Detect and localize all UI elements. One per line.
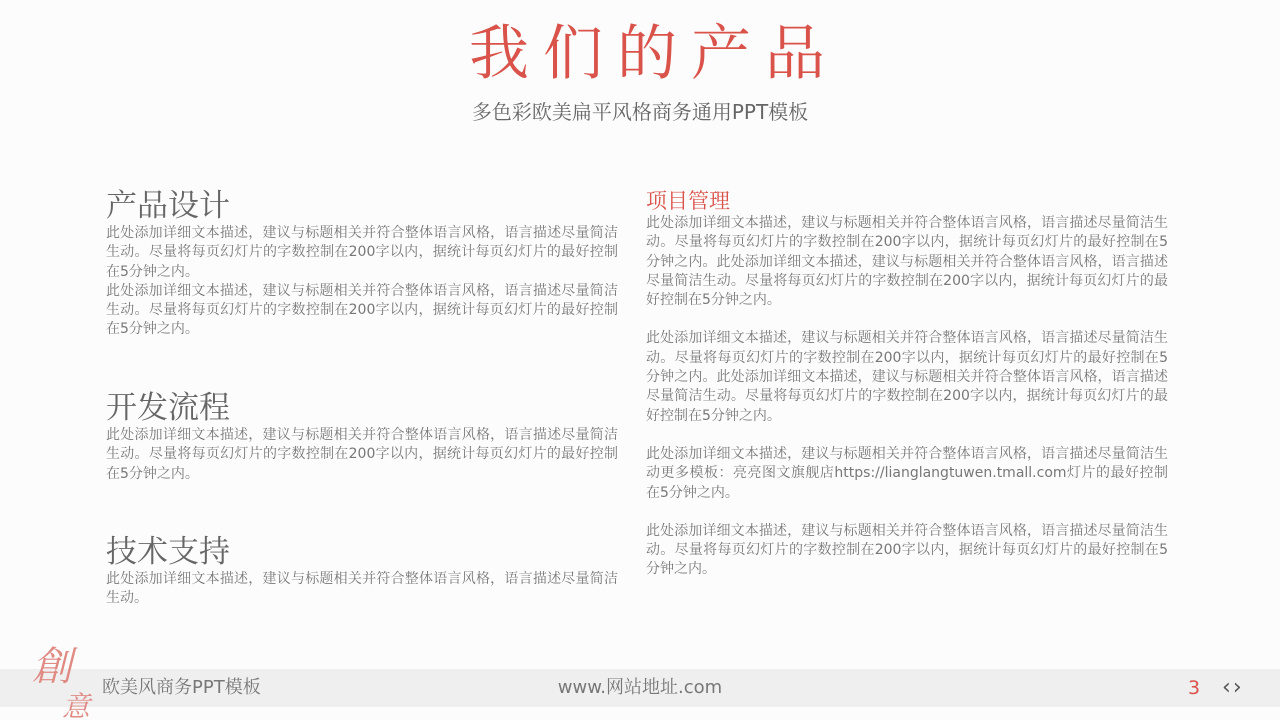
section-paragraph: 此处添加详细文本描述，建议与标题相关并符合整体语言风格，语言描述尽量简洁生动。尽量将每页幻灯片的字数控制在200字以内，据统计每页幻灯片的最好控制在5分钟之内。: [106, 282, 618, 338]
section-tech-support: [106, 534, 618, 609]
section-paragraph: 此处添加详细文本描述，建议与标题相关并符合整体语言风格，语言描述尽量简洁生动。尽量将每页幻灯片的字数控制在200字以内，据统计每页幻灯片的最好控制在5分钟之内。此处添加详细文本描述，建议与标题相关并符合整体语言风格，语言描述尽量简洁生动。尽量将每页幻灯片的字数控制在200字以内，据统计每页幻灯片的最好控制在5分钟之内。: [646, 330, 1168, 424]
section-heading: 产品设计: [106, 188, 230, 224]
section-project-management: [646, 188, 1168, 580]
section-product-design: [106, 188, 618, 340]
section-paragraph: 此处添加详细文本描述，建议与标题相关并符合整体语言风格，语言描述尽量简洁生动更多模板：亮亮图文旗舰店https://lianglangtuwen.tmall.com灯片的最好控制在5分钟之内。: [646, 445, 1168, 501]
page-number: 3: [1188, 677, 1201, 699]
section-paragraph: 此处添加详细文本描述，建议与标题相关并符合整体语言风格，语言描述尽量简洁生动。: [106, 571, 618, 607]
section-paragraph: 此处添加详细文本描述，建议与标题相关并符合整体语言风格，语言描述尽量简洁生动。尽量将每页幻灯片的字数控制在200字以内，据统计每页幻灯片的最好控制在5分钟之内。: [106, 427, 618, 482]
section-paragraph: 此处添加详细文本描述，建议与标题相关并符合整体语言风格，语言描述尽量简洁生动。尽量将每页幻灯片的字数控制在200字以内，据统计每页幻灯片的最好控制在5分钟之内。: [106, 225, 618, 280]
page-title: 我们的产品: [469, 19, 839, 89]
chevron-left-icon[interactable]: ‹: [1222, 675, 1233, 700]
seal-glyph: 創意: [32, 644, 91, 720]
section-dev-process: [106, 390, 618, 484]
section-heading: 开发流程: [106, 390, 230, 426]
chevron-right-icon[interactable]: ›: [1232, 675, 1244, 700]
section-paragraph: 此处添加详细文本描述，建议与标题相关并符合整体语言风格，语言描述尽量简洁生动。尽量将每页幻灯片的字数控制在200字以内，据统计每页幻灯片的最好控制在5分钟之内。: [646, 522, 1168, 578]
slide-nav: [1222, 674, 1244, 702]
section-heading: 技术支持: [106, 534, 230, 570]
page-subtitle: 多色彩欧美扁平风格商务通用PPT模板: [471, 100, 809, 124]
footer-website[interactable]: www.网站地址.com: [557, 677, 723, 698]
footer-template-name: 欧美风商务PPT模板: [102, 677, 261, 698]
section-paragraph: 此处添加详细文本描述，建议与标题相关并符合整体语言风格，语言描述尽量简洁生动。尽量将每页幻灯片的字数控制在200字以内，据统计每页幻灯片的最好控制在5分钟之内。此处添加详细文本描述，建议与标题相关并符合整体语言风格，语言描述尽量简洁生动。尽量将每页幻灯片的字数控制在200字以内，据统计每页幻灯片的最好控制在5分钟之内。: [646, 215, 1168, 309]
section-heading: 项目管理: [646, 189, 730, 213]
